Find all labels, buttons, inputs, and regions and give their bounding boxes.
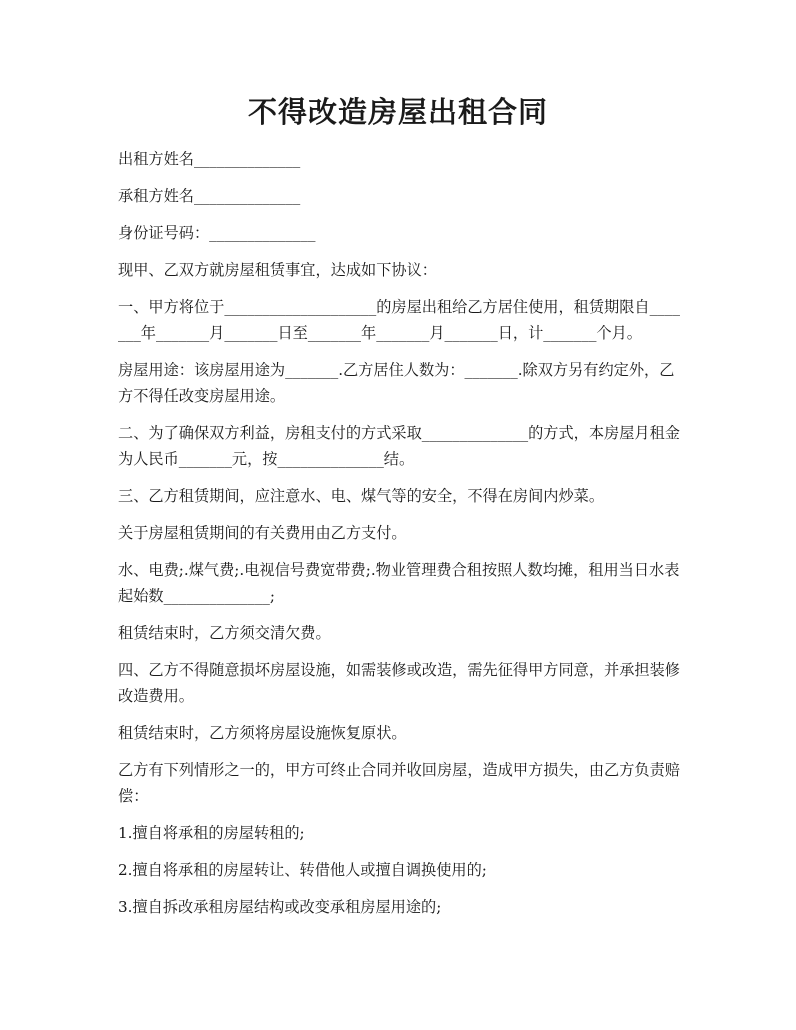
clause-fees: 关于房屋租赁期间的有关费用由乙方支付。 (118, 524, 407, 542)
document-body (118, 146, 680, 931)
id-number-line: 身份证号码：______________ (118, 224, 316, 242)
lessor-name-line: 出租方姓名______________ (118, 150, 301, 168)
clause-settle-arrears: 租赁结束时，乙方须交清欠费。 (118, 624, 331, 642)
clause-1-location-term: 一、甲方将位于____________________的房屋出租给乙方居住使用，租赁期限自_______年_______月_______日至_______年_______月_______日，计_______个月。 (118, 298, 680, 342)
lessee-name-line: 承租方姓名______________ (118, 187, 301, 205)
agreement-intro: 现甲、乙双方就房屋租赁事宜，达成如下协议： (118, 261, 437, 279)
termination-item-1: 1.擅自将承租的房屋转租的; (118, 824, 305, 842)
termination-item-3: 3.擅自拆改承租房屋结构或改变承租房屋用途的; (118, 898, 442, 916)
clause-usage: 房屋用途：该房屋用途为_______.乙方居住人数为：_______.除双方另有约定外，乙方不得任改变房屋用途。 (118, 361, 675, 405)
document-title: 不得改造房屋出租合同 (247, 95, 548, 129)
clause-restore: 租赁结束时，乙方须将房屋设施恢复原状。 (118, 724, 407, 742)
clause-2-payment: 二、为了确保双方利益，房租支付的方式采取______________的方式，本房屋月租金为人民币_______元，按______________结。 (118, 424, 680, 468)
clause-termination-intro: 乙方有下列情形之一的，甲方可终止合同并收回房屋，造成甲方损失，由乙方负责赔偿： (118, 761, 680, 805)
clause-3-safety: 三、乙方租赁期间，应注意水、电、煤气等的安全，不得在房间内炒菜。 (118, 487, 604, 505)
clause-4-renovation: 四、乙方不得随意损坏房屋设施，如需装修或改造，需先征得甲方同意，并承担装修改造费用。 (118, 661, 680, 705)
termination-item-2: 2.擅自将承租的房屋转让、转借他人或擅自调换使用的; (118, 861, 487, 879)
clause-utilities: 水、电费;.煤气费;.电视信号费宽带费;.物业管理费合租按照人数均摊，租用当日水表起始数______________; (118, 561, 680, 605)
